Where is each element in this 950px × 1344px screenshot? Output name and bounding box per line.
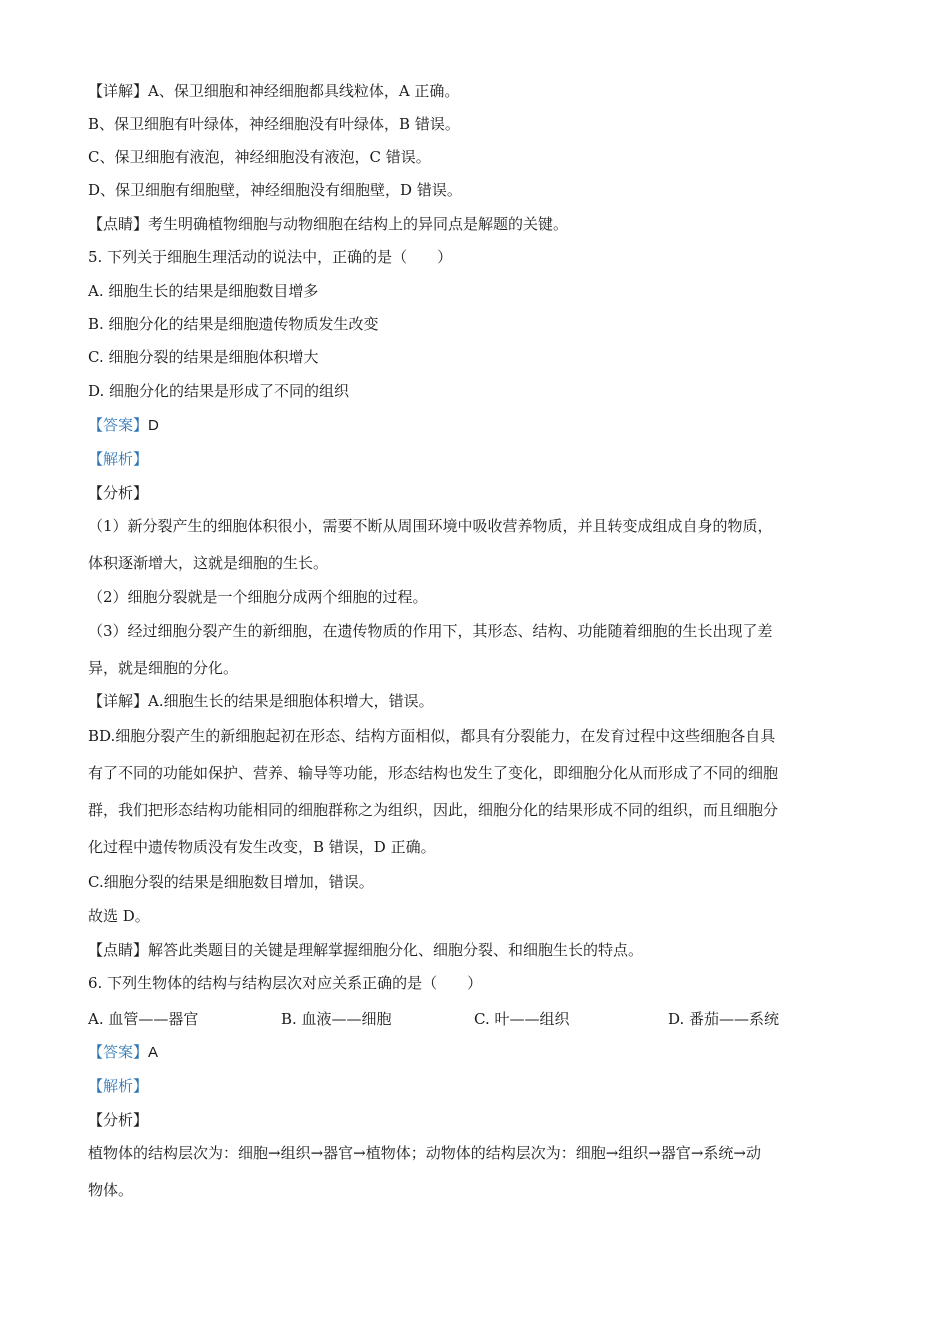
q5-analysis-line: （1）新分裂产生的细胞体积很小，需要不断从周围环境中吸收营养物质，并且转变成组成自身的物质， — [88, 517, 773, 535]
q5-answer — [88, 415, 862, 436]
q6-answer — [88, 1042, 862, 1063]
question-5-stem: 5. 下列关于细胞生理活动的说法中，正确的是（ ） — [88, 248, 453, 266]
answer-label: 【答案】 — [88, 416, 149, 434]
q6-jiexi-label: 【解析】 — [88, 1077, 149, 1095]
q5-analysis-line: 体积逐渐增大，这就是细胞的生长。 — [88, 554, 329, 572]
q5-analysis-line: （3）经过细胞分裂产生的新细胞，在遗传物质的作用下，其形态、结构、功能随着细胞的生长出现了差 — [88, 622, 773, 640]
answer-value: A — [148, 1044, 159, 1061]
q5-detail-line: 故选 D。 — [88, 907, 150, 925]
q5-detail-line: 有了不同的功能如保护、营养、输导等功能，形态结构也发生了变化，即细胞分化从而形成了不同的细胞 — [88, 764, 779, 782]
dianjing-line: 【点睛】考生明确植物细胞与动物细胞在结构上的异同点是解题的关键。 — [88, 215, 569, 233]
q6-option-d: D. 番茄——系统 — [668, 1010, 780, 1028]
detail-line: 【详解】A、保卫细胞和神经细胞都具线粒体，A 正确。 — [88, 82, 460, 100]
q6-option-a: A. 血管——器官 — [88, 1010, 199, 1028]
question-6-stem: 6. 下列生物体的结构与结构层次对应关系正确的是（ ） — [88, 974, 483, 992]
detail-line: C、保卫细胞有液泡，神经细胞没有液泡，C 错误。 — [88, 148, 431, 166]
q5-detail-line: 【详解】A.细胞生长的结果是细胞体积增大，错误。 — [88, 692, 434, 710]
q5-detail-line: 化过程中遗传物质没有发生改变，B 错误，D 正确。 — [88, 838, 436, 856]
q5-option-a: A. 细胞生长的结果是细胞数目增多 — [88, 282, 319, 300]
answer-label: 【答案】 — [88, 1043, 149, 1061]
q6-option-b: B. 血液——细胞 — [281, 1010, 392, 1028]
q6-fenxi-label: 【分析】 — [88, 1111, 149, 1129]
q6-option-c: C. 叶——组织 — [474, 1010, 570, 1028]
q5-option-c: C. 细胞分裂的结果是细胞体积增大 — [88, 348, 319, 366]
detail-line: B、保卫细胞有叶绿体，神经细胞没有叶绿体，B 错误。 — [88, 115, 460, 133]
q5-analysis-line: 异，就是细胞的分化。 — [88, 659, 239, 677]
q5-fenxi-label: 【分析】 — [88, 484, 149, 502]
q5-jiexi-label: 【解析】 — [88, 450, 149, 468]
q5-detail-line: 群，我们把形态结构功能相同的细胞群称之为组织，因此，细胞分化的结果形成不同的组织，而且细胞分 — [88, 801, 779, 819]
q6-analysis-line: 物体。 — [88, 1181, 134, 1199]
detail-line: D、保卫细胞有细胞壁，神经细胞没有细胞壁，D 错误。 — [88, 181, 462, 199]
q6-analysis-line: 植物体的结构层次为：细胞→组织→器官→植物体；动物体的结构层次为：细胞→组织→器官→系统→动 — [88, 1144, 761, 1162]
q5-detail-line: C.细胞分裂的结果是细胞数目增加，错误。 — [88, 873, 374, 891]
q5-option-d: D. 细胞分化的结果是形成了不同的组织 — [88, 382, 350, 400]
answer-value: D — [148, 417, 159, 434]
q5-analysis-line: （2）细胞分裂就是一个细胞分成两个细胞的过程。 — [88, 588, 428, 606]
q5-option-b: B. 细胞分化的结果是细胞遗传物质发生改变 — [88, 315, 379, 333]
q5-dianjing-line: 【点睛】解答此类题目的关键是理解掌握细胞分化、细胞分裂、和细胞生长的特点。 — [88, 941, 644, 959]
q5-detail-line: BD.细胞分裂产生的新细胞起初在形态、结构方面相似，都具有分裂能力，在发育过程中这些细胞各自具 — [88, 727, 776, 745]
